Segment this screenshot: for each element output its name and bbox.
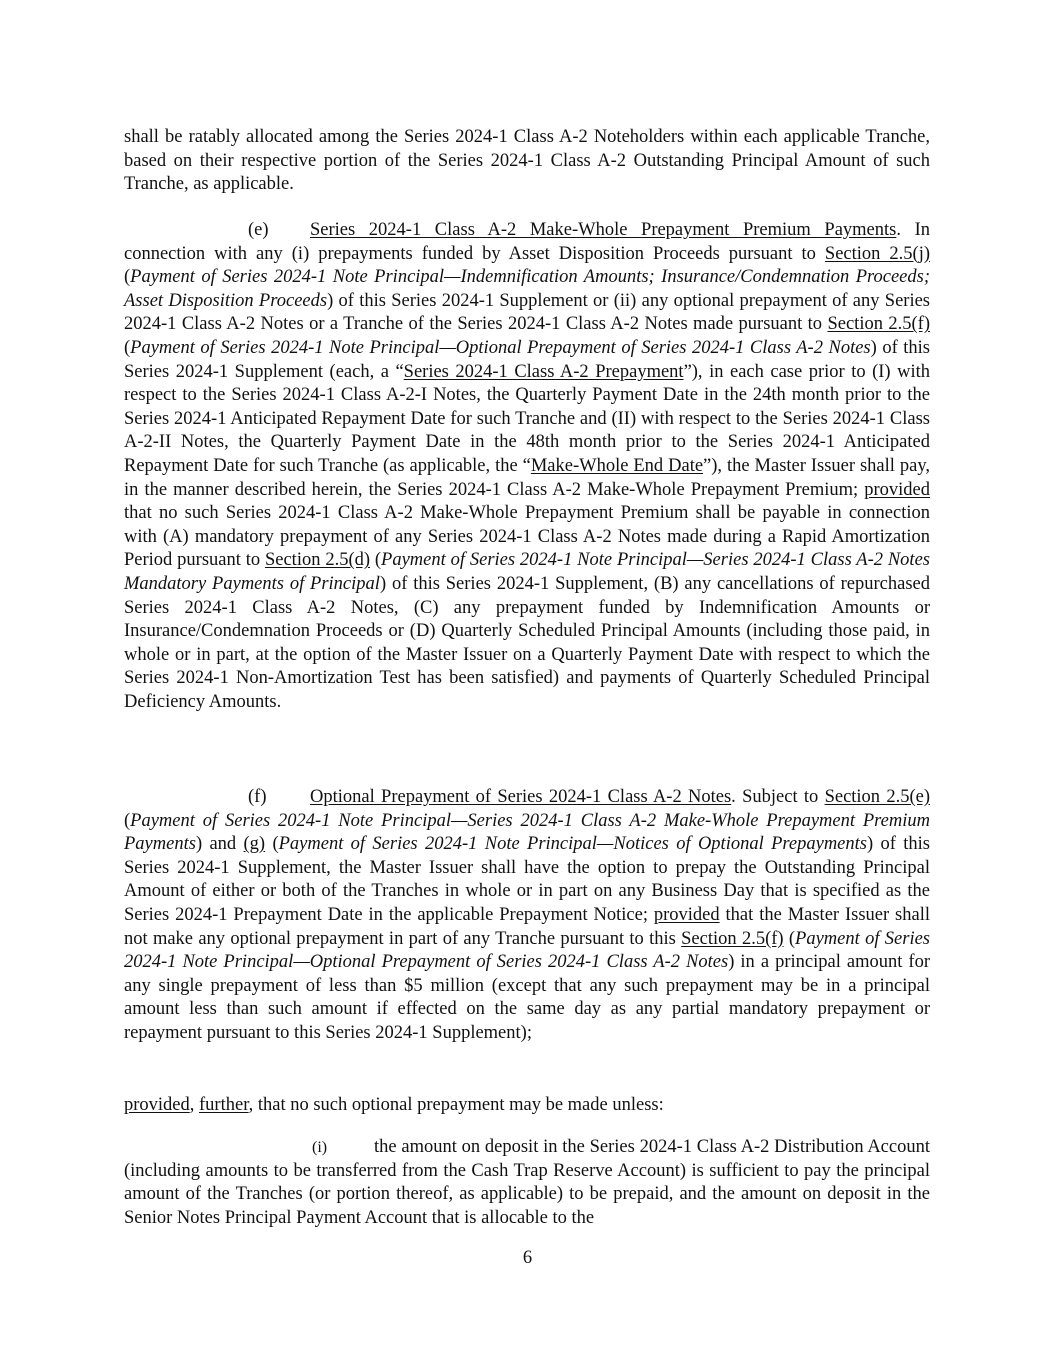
defined-term: Series 2024-1 Class A-2 Prepayment <box>403 361 684 382</box>
proviso-text: , <box>189 1095 200 1115</box>
section-e-italic: Payment of Series 2024-1 Note Principal—Series 2024-1 Class A-2 Notes Mandatory Payments of Principal <box>124 550 930 594</box>
section-e-paragraph <box>124 219 930 714</box>
proviso-paragraph <box>124 1094 930 1118</box>
section-f-paragraph <box>124 786 930 1046</box>
section-e-text: ) of this Series 2024-1 Supplement or (ii) any optional prepayment of any Series 2024-1 Class A-2 Notes or a Tranche of the Series 2024-1 Class A-2 Notes made pursuant to <box>124 290 930 335</box>
section-f-text: ) in a principal amount for any single prepayment of less than $5 million (except that any such prepayment may be in a principal amount less than such amount if effected on the same day as any partial mandatory prepayment or repayment pursuant to this Series 2024-1 Supplement); <box>124 952 930 1043</box>
section-f-text: ( <box>783 928 796 949</box>
section-e-italic: Payment of Series 2024-1 Note Principal—Indemnification Amounts; Insurance/Condemnation Proceeds; Asset Disposition Proceeds <box>124 267 930 311</box>
provided-term: provided <box>653 904 720 925</box>
section-ref-link[interactable]: Section 2.5(e) <box>824 787 931 807</box>
provided-term: provided <box>124 1095 190 1115</box>
section-ref-link[interactable]: Section 2.5(j) <box>824 243 930 264</box>
section-e-text: ) of this Series 2024-1 Supplement (each, a “ <box>124 337 930 382</box>
page-number: 6 <box>522 1248 533 1268</box>
section-e-text: ) of this Series 2024-1 Supplement, (B) any cancellations of repurchased Series 2024-1 Class A-2 Notes, (C) any prepayment funded by Indemnification Amounts or Insurance/Condemnation Proceeds or (D) Quarterly Scheduled Principal Amounts (including those paid, in whole or in part, at the option of the Master Issuer on a Quarterly Payment Date with respect to which the Series 2024-1 Non-Amortization Test has been satisfied) and payments of Quarterly Scheduled Principal Deficiency Amounts. <box>124 573 930 712</box>
section-e-italic: Payment of Series 2024-1 Note Principal—Optional Prepayment of Series 2024-1 Class A-2 Notes <box>130 337 871 358</box>
section-f-italic: Payment of Series 2024-1 Note Principal—Optional Prepayment of Series 2024-1 Class A-2 Notes <box>124 928 930 973</box>
section-ref-link[interactable]: (g) <box>243 834 266 855</box>
proviso-text: , that no such optional prepayment may be made unless: <box>248 1095 664 1115</box>
provided-term: provided <box>864 479 930 500</box>
section-e-text: ”), in each case prior to (I) with respect to the Series 2024-1 Class A-2-I Notes, the Quarterly Payment Date in the 24th month prior to the Series 2024-1 Anticipated Repayment Date for such Tranche and (II) with respect to the Series 2024-1 Class A-2-II Notes, the Quarterly Payment Date in the 48th month prior to the Series 2024-1 Anticipated Repayment Date for such Tranche (as applicable, the “ <box>124 361 930 476</box>
defined-term: Make-Whole End Date <box>530 455 704 476</box>
section-e-text: that no such Series 2024-1 Class A-2 Make-Whole Prepayment Premium shall be payable in connection with (A) mandatory prepayment of any Series 2024-1 Class A-2 Notes made during a Rapid Amortization Period pursuant to <box>124 503 930 571</box>
section-e-text: ”), the Master Issuer shall pay, in the manner described herein, the Series 2024-1 Class A-2 Make-Whole Prepayment Premium; <box>124 455 930 500</box>
section-f-italic: Payment of Series 2024-1 Note Principal—Series 2024-1 Class A-2 Make-Whole Prepayment Premium Payments <box>124 810 930 855</box>
section-f-text: . Subject to <box>731 787 825 807</box>
section-f-text: ) of this Series 2024-1 Supplement, the Master Issuer shall have the option to prepay the Outstanding Principal Amount of either or both of the Tranches in whole or in part on any Business Day that is specified as the Series 2024-1 Prepayment Date in the applicable Prepayment Notice; <box>124 834 930 925</box>
section-f-italic: Payment of Series 2024-1 Note Principal—Notices of Optional Prepayments <box>278 834 867 855</box>
section-e-text: ( <box>124 337 131 358</box>
section-f-text: ( <box>265 834 279 855</box>
section-f-text: ( <box>124 810 131 831</box>
section-e-number: (e) <box>248 220 269 240</box>
section-e-heading: Series 2024-1 Class A-2 Make-Whole Prepayment Premium Payments <box>310 220 897 240</box>
section-ref-link[interactable]: Section 2.5(f) <box>827 314 930 335</box>
paragraph-intro <box>124 126 930 197</box>
clause-i-text: the amount on deposit in the Series 2024-1 Class A-2 Distribution Account (including amounts to be transferred from the Cash Trap Reserve Account) is sufficient to pay the principal amount of the Tranches (or portion thereof, as applicable) to be prepaid, and the amount on deposit in the Senior Notes Principal Payment Account that is allocable to the <box>124 1137 930 1228</box>
section-f-text: ) and <box>195 834 244 855</box>
section-e-text: . In connection with any (i) prepayments funded by Asset Disposition Proceeds pursuant to <box>124 220 930 264</box>
section-e-text: ( <box>124 267 131 288</box>
section-ref-link[interactable]: Section 2.5(d) <box>264 550 371 571</box>
section-e-text: ( <box>370 550 382 571</box>
intro-text: shall be ratably allocated among the Series 2024-1 Class A-2 Noteholders within each applicable Tranche, based on their respective portion of the Series 2024-1 Class A-2 Outstanding Principal Amount of such Tranche, as applicable. <box>124 127 930 195</box>
further-term: further <box>199 1095 249 1115</box>
section-f-heading: Optional Prepayment of Series 2024-1 Class A-2 Notes <box>310 787 732 807</box>
section-f-text: that the Master Issuer shall not make any optional prepayment in part of any Tranche pursuant to this <box>124 904 930 949</box>
section-f-number: (f) <box>248 787 267 807</box>
section-ref-link[interactable]: Section 2.5(f) <box>681 928 784 949</box>
clause-i-paragraph <box>124 1136 930 1230</box>
clause-i-number: (i) <box>312 1139 328 1156</box>
